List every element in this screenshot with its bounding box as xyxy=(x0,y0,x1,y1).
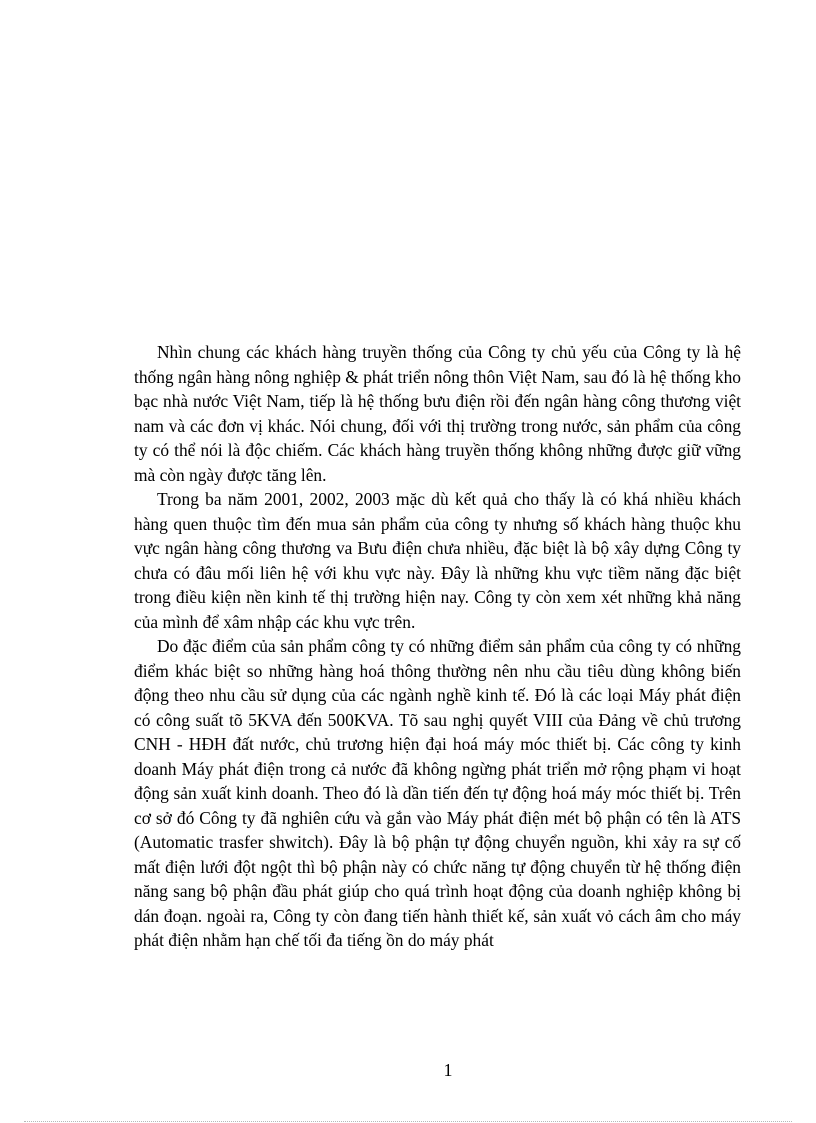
page-number: 1 xyxy=(443,1060,453,1080)
page-bottom-border xyxy=(24,1121,792,1122)
paragraph-3: Do đặc điểm của sản phẩm công ty có những điểm sản phẩm của công ty có những điểm khác biệt so những hàng hoá thông thường nên nhu cầu tiêu dùng không biến động theo nhu cầu sử dụng của các ngành nghề kinh tế. Đó là các loại Máy phát điện có công suất tõ 5KVA đến 500KVA. Tõ sau nghị quyết VIII của Đảng về chủ trương CNH - HĐH đất nước, chủ trương hiện đại hoá máy móc thiết bị. Các công ty kinh doanh Máy phát điện trong cả nước đã không ngừng phát triển mở rộng phạm vi hoạt động sản xuất kinh doanh. Theo đó là dần tiến đến tự động hoá máy móc thiết bị. Trên cơ sở đó Công ty đã nghiên cứu và gắn vào Máy phát điện mét bộ phận có tên là ATS (Automatic trasfer shwitch). Đây là bộ phận tự động chuyển nguồn, khi xảy ra sự cố mất điện lưới đột ngột thì bộ phận này có chức năng tự động chuyển từ hệ thống điện năng sang bộ phận đầu phát giúp cho quá trình hoạt động của doanh nghiệp không bị dán đoạn. ngoài ra, Công ty còn đang tiến hành thiết kế, sản xuất vỏ cách âm cho máy phát điện nhằm hạn chế tối đa tiếng ồn do máy phát xyxy=(134,636,741,950)
paragraph-2: Trong ba năm 2001, 2002, 2003 mặc dù kết quả cho thấy là có khá nhiều khách hàng quen thuộc tìm đến mua sản phẩm của công ty nhưng số khách hàng thuộc khu vực ngân hàng công thương va Bưu điện chưa nhiều, đặc biệt là bộ xây dựng Công ty chưa có đâu mối liên hệ với khu vực này. Đây là những khu vực tiềm năng đặc biệt trong điều kiện nền kinh tế thị trường hiện nay. Công ty còn xem xét những khả năng của mình để xâm nhập các khu vực trên. xyxy=(134,489,741,632)
body-text xyxy=(134,340,741,953)
paragraph-1: Nhìn chung các khách hàng truyền thống của Công ty chủ yếu của Công ty là hệ thống ngân hàng nông nghiệp & phát triển nông thôn Việt Nam, sau đó là hệ thống kho bạc nhà nước Việt Nam, tiếp là hệ thống bưu điện rồi đến ngân hàng công thương việt nam và các đơn vị khác. Nói chung, đối với thị trường trong nước, sản phẩm của công ty có thể nói là độc chiếm. Các khách hàng truyền thống không những được giữ vững mà còn ngày được tăng lên. xyxy=(134,342,741,485)
